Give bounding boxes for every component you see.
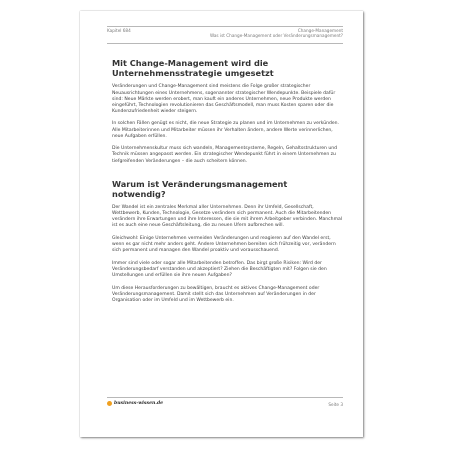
subsection-label: Was ist Change-Management oder Veränderungsmanagement? bbox=[209, 33, 343, 39]
header-right bbox=[210, 28, 343, 39]
logo-text: business-wissen.de bbox=[114, 401, 164, 406]
paragraph: Die Unternehmenskultur muss sich wandeln, Managementsysteme, Regeln, Gehaltsstrukturen und Technik müssen angepasst werden. Ein strategischer Wendepunkt führt in einem Unternehmen zu tiefgreifenden Veränderungen – die auch scheitern können. bbox=[112, 146, 337, 164]
page-header bbox=[107, 26, 343, 44]
paragraph: Gleichwohl: Einige Unternehmen vermeiden Veränderungen und reagieren auf den Wandel erst, wenn es gar nicht mehr anders geht. Andere Unternehmen bereiten sich frühzeitig vor, verändern sich permanent und managen den Wandel proaktiv und vorausschauend. bbox=[112, 236, 336, 254]
document-page bbox=[80, 11, 363, 437]
paragraph: In solchen Fällen genügt es nicht, die neue Strategie zu planen und im Unternehmen zu verkünden. Alle Mitarbeiterinnen und Mitarbeiter müssen ihr Verhalten ändern, andere Werte verinnerlichen, neue Aufgaben erfüllen. bbox=[112, 121, 340, 139]
page-content bbox=[112, 58, 343, 311]
paragraph: Der Wandel ist ein zentrales Merkmal aller Unternehmen. Denn ihr Umfeld, Gesellschaft, Wettbewerb, Kunden, Technologie, Gesetze verändern sich permanent. Auch die Mitarbeitenden verändern ihre Erwartungen und ihre Interessen, die sie mit ihrem Arbeitgeber verbinden. Manchmal ist es auch eine neue Geschäftsleitung, die zu neuen Ufern aufbrechen will. bbox=[112, 205, 343, 229]
chapter-label: Kapitel 684 bbox=[107, 28, 131, 33]
paragraph: Immer sind viele oder sogar alle Mitarbeitenden betroffen. Das birgt große Risiken: Wird der Veränderungsbedarf verstanden und akzeptiert? Ziehen die Beschäftigten mit? Folgen sie den Umstellungen und erfüllen sie ihre neuen Aufgaben? bbox=[112, 260, 327, 279]
page-number: Seite 3 bbox=[328, 402, 343, 407]
section-heading-necessity: Warum ist Veränderungsmanagement notwendig? bbox=[112, 178, 288, 199]
brand-logo[interactable] bbox=[107, 401, 163, 406]
paragraph: Veränderungen und Change-Management sind meistens die Folge großer strategischer Neuausrichtungen eines Unternehmens, sogenannter strategischer Wendepunkte. Beispiele dafür sind: Neue Märkte werden erobert, man kauft ein anderes Unternehmen, neue Produkte werden eingeführt, Technologien revolutionieren das Geschäftsmodell, man muss Kosten sparen oder die Kundenzufriedenheit wieder steigern. bbox=[112, 84, 336, 114]
orange-dot-icon bbox=[107, 401, 112, 406]
section-label: Change-Management bbox=[297, 28, 343, 33]
section-heading-strategy: Mit Change-Management wird die Unternehmensstrategie umgesetzt bbox=[112, 58, 274, 79]
paragraph: Um diese Herausforderungen zu bewältigen, braucht es aktives Change-Management oder Veränderungsmanagement. Damit stellt sich das Unternehmen auf Veränderungen in der Organisation oder im Umfeld und im Wettbewerb ein. bbox=[112, 285, 320, 303]
page-footer bbox=[107, 397, 343, 408]
